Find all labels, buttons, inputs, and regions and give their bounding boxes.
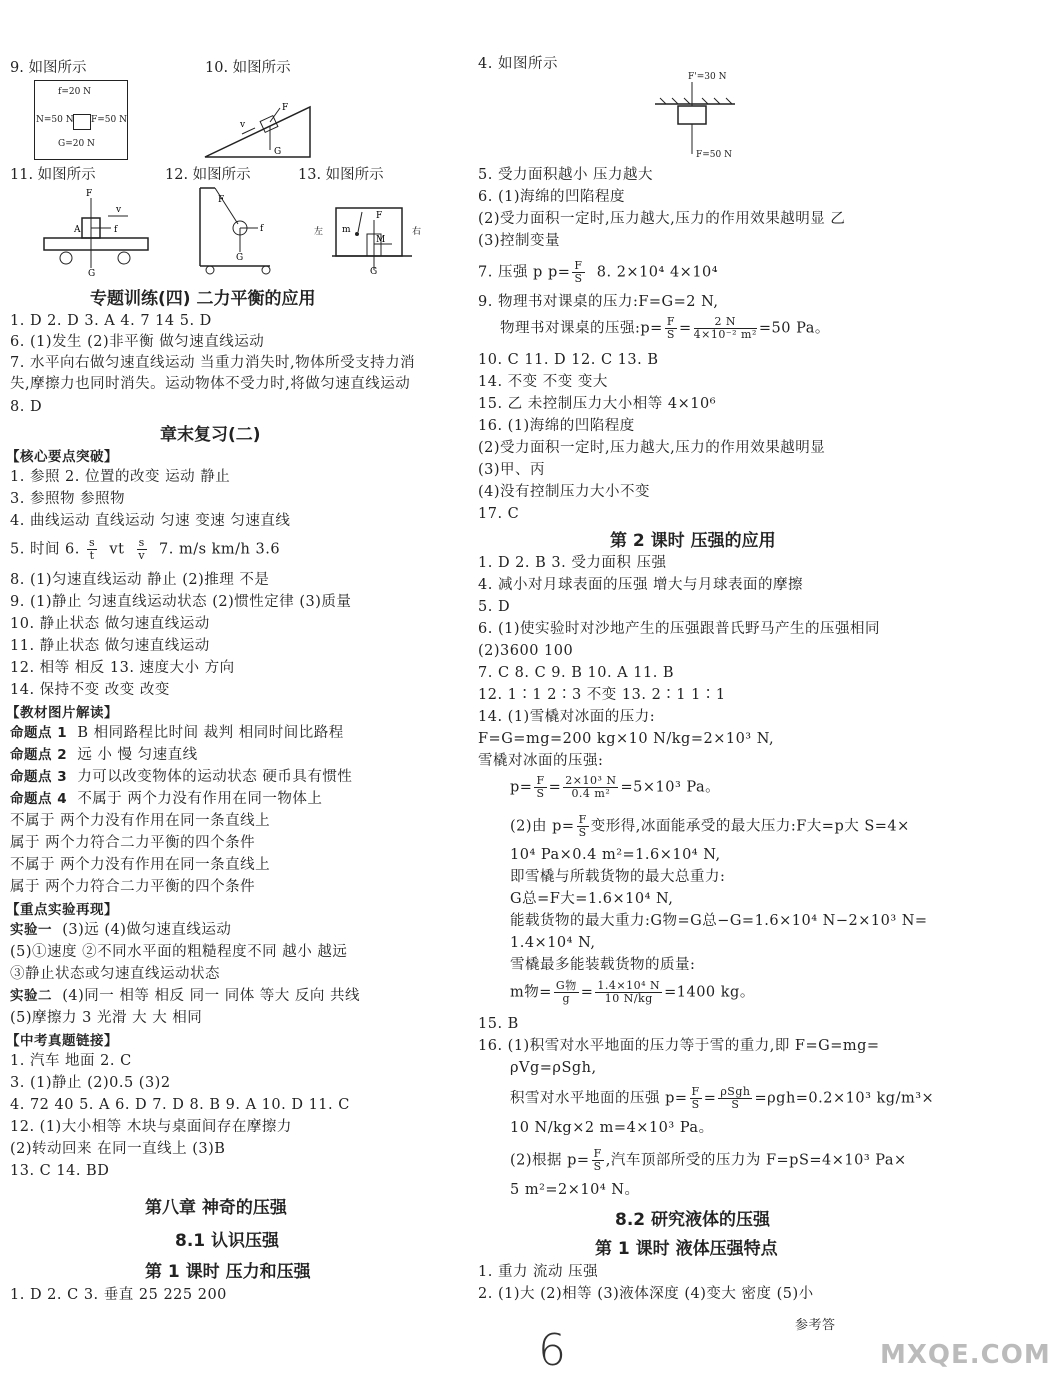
r9-line: 9. 物理书对课桌的压力:F=G=2 N, (478, 294, 719, 310)
fraction: $\frac{s}{t}$ (89, 536, 96, 562)
r3-line: (2)3600 100 (478, 643, 574, 659)
exp-line: 实验二 (4)同一 相等 相反 同一 同体 等大 反向 共线 (10, 988, 361, 1004)
vt: vt (109, 541, 125, 558)
core-line: 1. 参照 2. 位置的改变 运动 静止 (10, 469, 231, 485)
svg-text:F: F (86, 189, 93, 199)
r16-pressure: 积雪对水平地面的压强 p= $\frac{F}{S}$ = $\frac{\text{ρSgh}}{S}$ =ρgh=0.2×10³ kg/m³× (510, 1085, 935, 1111)
fig4-bottom-label: F=50 N (696, 150, 732, 160)
r5-line: 1. 重力 流动 压强 (478, 1264, 599, 1280)
lesson-2-title: 第 2 课时 压强的应用 (610, 531, 776, 551)
r4-line: 雪橇最多能装载货物的质量: (510, 957, 696, 973)
tag-core: 【核心要点突破】 (6, 449, 118, 465)
r1-line: 6. (1)海绵的凹陷程度 (478, 189, 625, 205)
pic-more-line: 不属于 两个力没有作用在同一条直线上 (10, 813, 271, 829)
zk-line: 12. (1)大小相等 木块与桌面间存在摩擦力 (10, 1119, 292, 1135)
figure-10 (200, 92, 320, 162)
r2-line: 17. C (478, 506, 520, 522)
core-line: 4. 曲线运动 直线运动 匀速 变速 匀速直线 (10, 513, 291, 529)
r4-line: 1.4×10⁴ N, (510, 935, 596, 951)
r16-line: 5 m²=2×10⁴ N。 (510, 1182, 640, 1198)
svg-text:G: G (236, 253, 244, 263)
fig9-n-label: N=50 N (36, 115, 74, 125)
r3-line: 14. (1)雪橇对冰面的压力: (478, 709, 656, 725)
section-8-1-title: 8.1 认识压强 (175, 1231, 280, 1251)
r16-line: ρVg=ρSgh, (510, 1060, 597, 1076)
s1-line: 7. 水平向右做匀速直线运动 当重力消失时,物体所受支持力消 (10, 355, 416, 371)
tag-experiments: 【重点实验再现】 (6, 902, 118, 918)
r16-line: 16. (1)积雪对水平地面的压力等于雪的重力,即 F=G=mg= (478, 1038, 880, 1054)
r4-line: 能载货物的最大重力:G物=G总−G=1.6×10⁴ N−2×10³ N= (510, 913, 928, 929)
pic-line: 命题点 3 力可以改变物体的运动状态 硬币具有惯性 (10, 769, 353, 785)
fig4-top-label: F'=30 N (688, 72, 727, 82)
figure-9 (34, 80, 128, 160)
lesson-1-title: 第 1 课时 压力和压强 (145, 1262, 311, 1282)
pic-more-line: 属于 两个力符合二力平衡的四个条件 (10, 835, 256, 851)
svg-text:M: M (376, 235, 386, 245)
r14-pressure: p= $\frac{F}{S}$ = $\frac{\text{2×10³ N}}{\text{0.4 m²}}$ =5×10³ Pa。 (510, 774, 721, 800)
r3-line: 7. C 8. C 9. B 10. A 11. B (478, 665, 675, 681)
exp-line: 实验一 (3)远 (4)做匀速直线运动 (10, 922, 232, 938)
svg-text:f: f (114, 225, 118, 235)
q12-caption: 12. 如图所示 (165, 167, 251, 183)
r15-line: 15. B (478, 1016, 519, 1032)
r2-line: 15. 乙 未控制压力大小相等 4×10⁶ (478, 396, 717, 412)
r16-part2: (2)根据 p= $\frac{F}{S}$ ,汽车顶部所受的压力为 F=pS=4×10³ Pa× (510, 1147, 907, 1173)
r4-line: 10⁴ Pa×0.4 m²=1.6×10⁴ N, (510, 847, 721, 863)
r3-line: 5. D (478, 599, 511, 615)
zk-line: 3. (1)静止 (2)0.5 (3)2 (10, 1075, 171, 1091)
svg-text:G: G (274, 147, 282, 157)
core-line-5 (10, 537, 280, 562)
fig9-f2-label: F=50 N (91, 115, 127, 125)
r14-mass: m物= $\frac{\text{G物}}{g}$ = $\frac{\text{1.4×10⁴ N}}{10 N/kg}$ =1400 kg。 (510, 979, 755, 1005)
watermark: MXQE.COM (880, 1340, 1051, 1370)
core-line: 8. (1)匀速直线运动 静止 (2)推理 不是 (10, 572, 270, 588)
section-title-review-2: 章末复习(二) (160, 425, 261, 445)
r5-line: 2. (1)大 (2)相等 (3)液体深度 (4)变大 密度 (5)小 (478, 1286, 814, 1302)
zk-line: 13. C 14. BD (10, 1163, 110, 1179)
s1-line: 1. D 2. D 3. A 4. 7 14 5. D (10, 313, 212, 329)
core-line: 3. 参照物 参照物 (10, 491, 126, 507)
svg-text:左: 左 (314, 227, 324, 237)
s1-line: 8. D (10, 399, 43, 415)
figure-12 (190, 186, 290, 276)
figure-11 (36, 188, 156, 279)
zk-line: 4. 72 40 5. A 6. D 7. D 8. B 9. A 10. D 11. C (10, 1097, 350, 1113)
q10-caption: 10. 如图所示 (205, 60, 291, 76)
core-line: 14. 保持不变 改变 改变 (10, 682, 170, 698)
svg-text:f: f (260, 224, 264, 234)
r3-line: F=G=mg=200 kg×10 N/kg=2×10³ N, (478, 731, 775, 747)
q13-caption: 13. 如图所示 (298, 167, 384, 183)
r1-line: 5. 受力面积越小 压力越大 (478, 167, 654, 183)
fig9-f-label: f=20 N (58, 87, 92, 97)
fig9-g-label: G=20 N (58, 139, 95, 149)
exp-line: (5)①速度 ②不同水平面的粗糙程度不同 越小 越远 (10, 944, 348, 960)
footer-label: 参考答 (795, 1318, 836, 1333)
core-line: 11. 静止状态 做匀速直线运动 (10, 638, 210, 654)
last-line: 1. D 2. C 3. 垂直 25 225 200 (10, 1287, 227, 1303)
exp-line: (5)摩擦力 3 光滑 大 大 相同 (10, 1010, 203, 1026)
core-line: 12. 相等 相反 13. 速度大小 方向 (10, 660, 235, 676)
r4-line: G总=F大=1.6×10⁴ N, (510, 891, 674, 907)
svg-text:A: A (74, 225, 81, 235)
core5-text: 5. 时间 6. (10, 541, 80, 558)
section-title-training-4: 专题训练(四) 二力平衡的应用 (90, 289, 316, 309)
svg-text:G: G (370, 267, 378, 277)
exp-line: ③静止状态或匀速直线运动状态 (10, 966, 220, 982)
q4-caption: 4. 如图所示 (478, 56, 558, 72)
tag-zhongkao: 【中考真题链接】 (6, 1033, 118, 1049)
r3-line: 6. (1)使实验时对沙地产生的压强跟普氏野马产生的压强相同 (478, 621, 880, 637)
svg-text:m: m (342, 225, 351, 235)
zk-line: (2)转动回来 在同一直线上 (3)B (10, 1141, 226, 1157)
r3-line: 1. D 2. B 3. 受力面积 压强 (478, 555, 667, 571)
pic-more-line: 属于 两个力符合二力平衡的四个条件 (10, 879, 256, 895)
r2-line: 10. C 11. D 12. C 13. B (478, 352, 659, 368)
section-8-2-title: 8.2 研究液体的压强 (615, 1210, 771, 1230)
pic-line: 命题点 4 不属于 两个力没有作用在同一物体上 (10, 791, 323, 807)
core-line: 9. (1)静止 匀速直线运动状态 (2)惯性定律 (3)质量 (10, 594, 352, 610)
svg-text:右: 右 (412, 227, 422, 237)
svg-text:F: F (218, 195, 225, 205)
q9-caption: 9. 如图所示 (10, 60, 87, 76)
r2-line: (2)受力面积一定时,压力越大,压力的作用效果越明显 (478, 440, 826, 456)
r2-line: (3)甲、丙 (478, 462, 546, 478)
r3-line: 12. 1∶1 2∶3 不变 13. 2∶1 1∶1 (478, 687, 726, 703)
r4-line: 即雪橇与所载货物的最大总重力: (510, 869, 726, 885)
fraction: $\frac{s}{v}$ (138, 536, 146, 562)
r16-line: 10 N/kg×2 m=4×10³ Pa。 (510, 1120, 714, 1136)
r1-line: (3)控制变量 (478, 233, 561, 249)
r14-part2: (2)由 p= $\frac{F}{S}$ 变形得,冰面能承受的最大压力:F大=p大 S=4× (510, 813, 910, 839)
svg-text:v: v (240, 120, 246, 130)
core-line: 10. 静止状态 做匀速直线运动 (10, 616, 210, 632)
r9-line-2: 物理书对课桌的压强:p= $\frac{F}{S}$ = $\frac{2 N}{\text{4×10⁻² m²}}$ =50 Pa。 (500, 315, 830, 341)
r2-line: 16. (1)海绵的凹陷程度 (478, 418, 635, 434)
svg-text:v: v (116, 205, 122, 215)
pic-more-line: 不属于 两个力没有作用在同一条直线上 (10, 857, 271, 873)
q11-caption: 11. 如图所示 (10, 167, 96, 183)
s1-line: 6. (1)发生 (2)非平衡 做匀速直线运动 (10, 334, 265, 350)
chapter-title: 第八章 神奇的压强 (145, 1198, 287, 1218)
figure-4 (650, 68, 740, 166)
svg-text:F: F (376, 211, 383, 221)
figure-13 (312, 194, 422, 277)
s1-line: 失,摩擦力也同时消失。运动物体不受力时,将做匀速直线运动 (10, 376, 411, 392)
r2-line: (4)没有控制压力大小不变 (478, 484, 651, 500)
core5-tail: 7. m/s km/h 3.6 (159, 541, 281, 558)
r1-line: (2)受力面积一定时,压力越大,压力的作用效果越明显 乙 (478, 211, 846, 227)
zk-line: 1. 汽车 地面 2. C (10, 1053, 132, 1069)
tag-pictures: 【教材图片解读】 (6, 705, 118, 721)
r7-line: 7. 压强 p p= $\frac{F}{S}$ 8. 2×10⁴ 4×10⁴ (478, 259, 719, 285)
svg-text:F: F (282, 103, 289, 113)
r3-line: 雪橇对冰面的压强: (478, 753, 604, 769)
pic-line: 命题点 1 B 相同路程比时间 裁判 相同时间比路程 (10, 725, 344, 741)
lesson-3-title: 第 1 课时 液体压强特点 (595, 1239, 778, 1259)
r2-line: 14. 不变 不变 变大 (478, 374, 608, 390)
r3-line: 4. 减小对月球表面的压强 增大与月球表面的摩擦 (478, 577, 804, 593)
svg-text:G: G (88, 269, 96, 279)
page-number: 6 (538, 1325, 566, 1376)
pic-line: 命题点 2 远 小 慢 匀速直线 (10, 747, 198, 763)
